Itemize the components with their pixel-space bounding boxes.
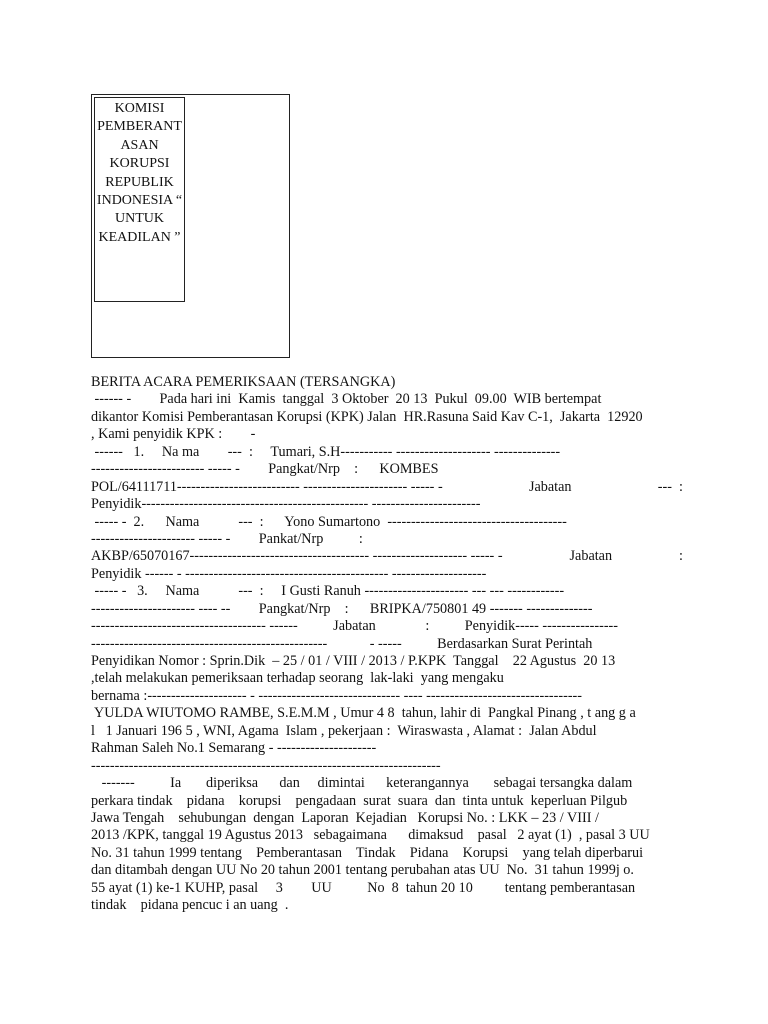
document-line: [91, 793, 683, 810]
document-text: ---------------------- ---- -- Pangkat/Nrp : BRIPKA/750801 49 ------- --------------: [91, 600, 593, 617]
document-text: , Kami penyidik KPK : -: [91, 426, 256, 443]
document-text: dikantor Komisi Pemberantasan Korupsi (KPK) Jalan HR.Rasuna Said Kav C-1, Jakarta 12920: [91, 408, 643, 425]
document-text: :: [679, 548, 683, 565]
document-text: ----- - 2. Nama --- : Yono Sumartono --------------------------------------: [91, 513, 567, 530]
document-text: l 1 Januari 196 5 , WNI, Agama Islam , pekerjaan : Wiraswasta , Alamat : Jalan Abdul: [91, 722, 597, 739]
document-text: Jabatan: [569, 548, 613, 565]
document-line: [91, 461, 683, 478]
document-text: -------------------------------------------------- - ----- Berdasarkan Surat Perintah: [91, 635, 593, 652]
document-text: --------------------------------------------------------------------------: [91, 757, 441, 774]
document-line: [91, 514, 683, 531]
document-text: ------------------------------------- ------ Jabatan : Penyidik----- ----------------: [91, 618, 618, 635]
document-line: [91, 670, 683, 687]
document-line: [91, 740, 683, 757]
document-text: --- :: [657, 478, 683, 495]
document-text: 2013 /KPK, tanggal 19 Agustus 2013 sebagaimana dimaksud pasal 2 ayat (1) , pasal 3 UU: [91, 827, 650, 844]
document-line: [91, 566, 683, 583]
document-text: ,telah melakukan pemeriksaan terhadap seorang lak-laki yang mengaku: [91, 670, 504, 687]
document-line: [91, 705, 683, 722]
document-line: [91, 897, 683, 914]
document-text: Penyidikan Nomor : Sprin.Dik – 25 / 01 / VIII / 2013 / P.KPK Tanggal 22 Agustus 20 13: [91, 653, 616, 669]
document-text: ------ 1. Na ma --- : Tumari, S.H----------- -------------------- --------------: [91, 443, 561, 460]
document-text: Jabatan: [528, 478, 572, 495]
document-line: [91, 548, 683, 565]
document-line: [91, 618, 683, 635]
document-line: [91, 531, 683, 548]
document-text: BERITA ACARA PEMERIKSAAN (TERSANGKA): [91, 374, 396, 390]
seal-line: KORUPSI: [109, 156, 170, 172]
document-text: dan ditambah dengan UU No 20 tahun 2001 tentang perubahan atas UU No. 31 tahun 1999j o.: [91, 862, 634, 879]
document-text: ------------------------ ----- - Pangkat/Nrp : KOMBES: [91, 461, 439, 478]
document-line: [91, 827, 683, 844]
seal-line: INDONESIA “: [96, 193, 183, 209]
document-line: [91, 391, 683, 408]
document-text: bernama :--------------------- - ------------------------------ ---- ---------------------------------: [91, 687, 582, 704]
document-line: [91, 583, 683, 600]
document-line: [91, 653, 683, 670]
document-text: No. 31 tahun 1999 tentang Pemberantasan Tindak Pidana Korupsi yang telah diperbarui: [91, 844, 644, 861]
document-line: [91, 444, 683, 461]
document-line: [91, 409, 683, 426]
document-line: [91, 601, 683, 618]
document-text: ---------------------- ----- - Pankat/Nrp :: [91, 530, 363, 547]
document-line: [91, 426, 683, 443]
document-text: Penyidik------------------------------------------------ -----------------------: [91, 496, 481, 513]
kpk-seal-textbox: [94, 97, 185, 302]
document-text: POL/64111711-------------------------- ---------------------- ----- -: [91, 478, 443, 495]
examination-report-body: [91, 374, 683, 915]
document-text: AKBP/65070167-------------------------------------- -------------------- ----- -: [91, 548, 503, 565]
document-line: [91, 862, 683, 879]
document-text: ------ - Pada hari ini Kamis tanggal 3 Oktober 20 13 Pukul 09.00 WIB bertempat: [91, 391, 602, 408]
document-text: ----- - 3. Nama --- : I Gusti Ranuh ---------------------- --- --- ------------: [91, 583, 565, 600]
document-line: [91, 775, 683, 792]
seal-line: ASAN: [120, 137, 159, 153]
seal-line: UNTUK: [115, 211, 164, 227]
document-text: Rahman Saleh No.1 Semarang - ---------------------: [91, 740, 377, 757]
seal-line: KOMISI: [114, 101, 165, 116]
document-line: [91, 496, 683, 513]
document-line: [91, 810, 683, 827]
document-line: [91, 880, 683, 897]
document-line: [91, 374, 683, 391]
document-text: YULDA WIUTOMO RAMBE, S.E.M.M , Umur 4 8 tahun, lahir di Pangkal Pinang , t ang g a: [91, 705, 636, 722]
document-line: [91, 758, 683, 775]
document-text: perkara tindak pidana korupsi pengadaan surat suara dan tinta untuk keperluan Pilgub: [91, 792, 628, 809]
document-text: Penyidik ------ - ------------------------------------------- --------------------: [91, 565, 487, 582]
seal-line: KEADILAN ”: [98, 229, 181, 245]
document-line: [91, 479, 683, 496]
document-text: 55 ayat (1) ke-1 KUHP, pasal 3 UU No 8 tahun 20 10 tentang pemberantasan: [91, 879, 636, 896]
document-text: Jawa Tengah sehubungan dengan Laporan Kejadian Korupsi No. : LKK – 23 / VIII /: [91, 809, 599, 826]
seal-line: PEMBERANT: [97, 119, 182, 135]
document-text: tindak pidana pencuc i an uang .: [91, 897, 289, 914]
document-line: [91, 723, 683, 740]
document-line: [91, 636, 683, 653]
document-text: ------- Ia diperiksa dan dimintai keterangannya sebagai tersangka dalam: [91, 775, 633, 792]
document-line: [91, 845, 683, 862]
seal-line: REPUBLIK: [105, 174, 174, 190]
document-line: [91, 688, 683, 705]
